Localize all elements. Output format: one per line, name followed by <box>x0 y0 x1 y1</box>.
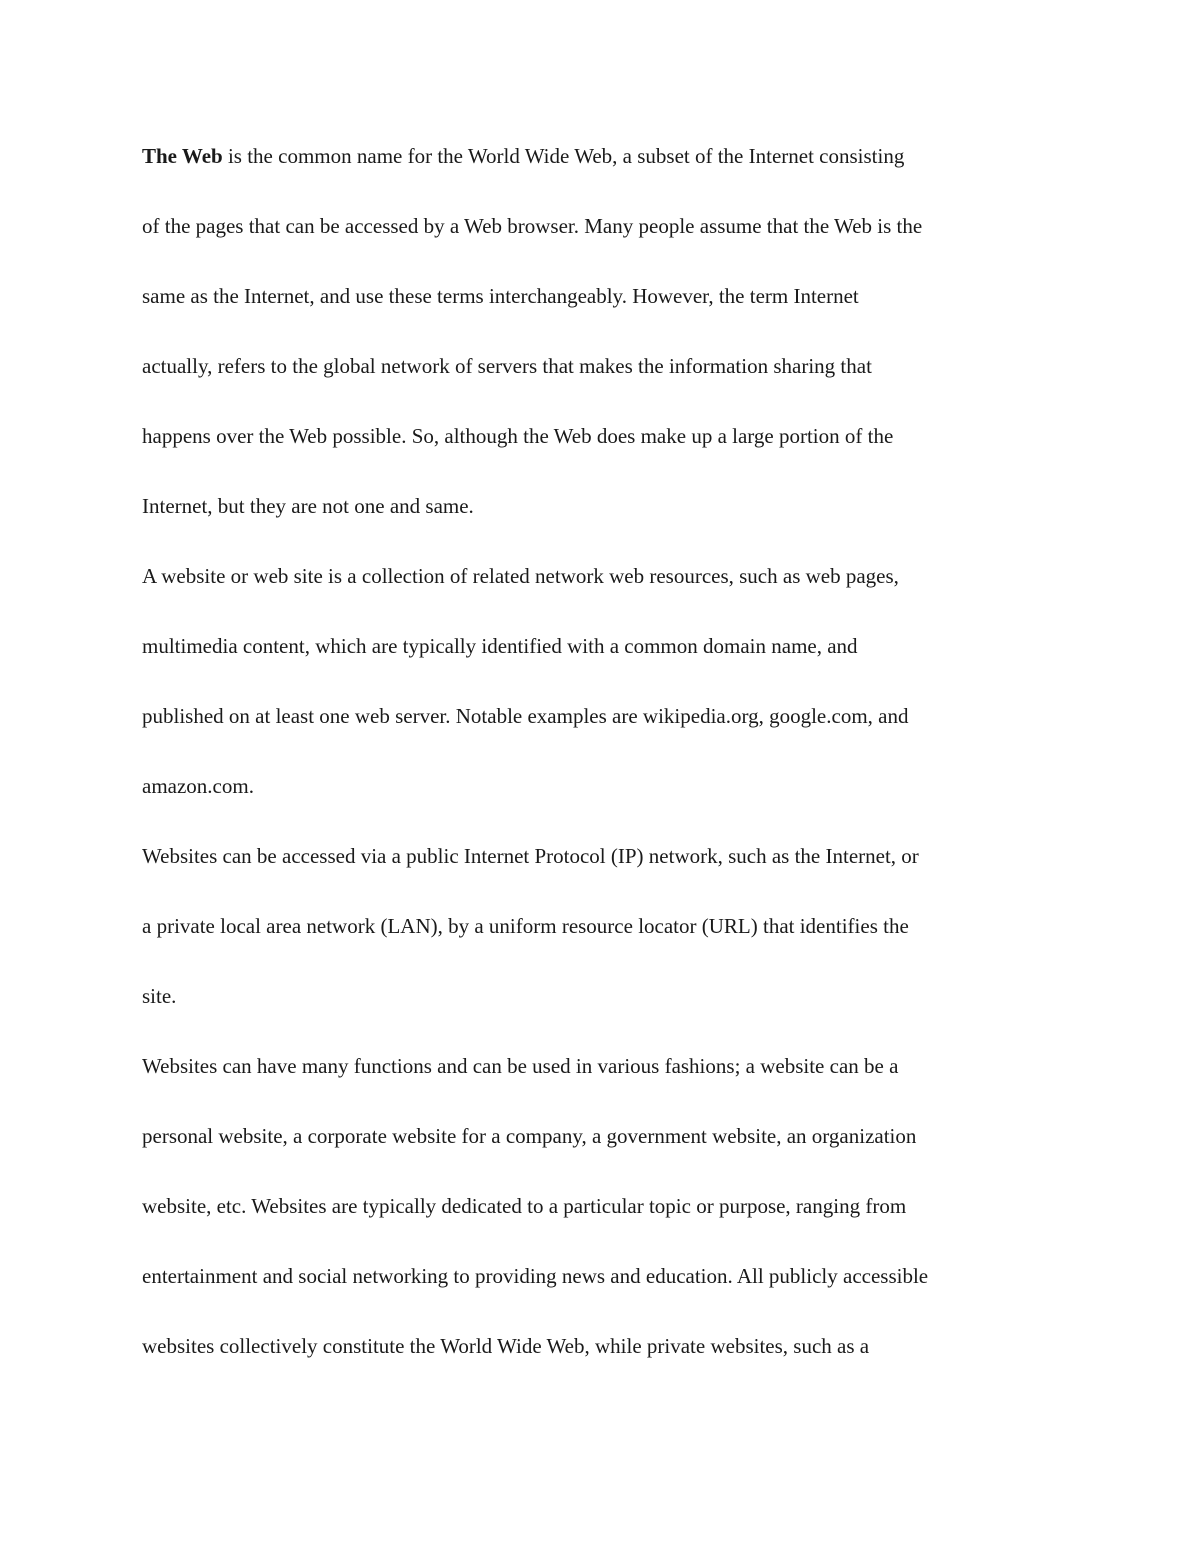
text-line: published on at least one web server. Notable examples are wikipedia.org, google.com, and <box>142 704 909 728</box>
text-line: Websites can have many functions and can be used in various fashions; a website can be a <box>142 1054 899 1078</box>
paragraph-website-functions <box>142 1031 1042 1381</box>
text-line <box>142 121 1042 191</box>
text-line-content: is the common name for the World Wide Web, a subset of the Internet consisting <box>222 144 905 168</box>
paragraph-website-access <box>142 821 1042 1031</box>
text-line: same as the Internet, and use these terms interchangeably. However, the term Internet <box>142 284 859 308</box>
text-line: A website or web site is a collection of related network web resources, such as web pages, <box>142 564 899 588</box>
text-line: Websites can be accessed via a public Internet Protocol (IP) network, such as the Internet, or <box>142 844 919 868</box>
text-line: websites collectively constitute the World Wide Web, while private websites, such as a <box>142 1334 870 1358</box>
document-body <box>142 121 1042 1381</box>
text-line: site. <box>142 984 177 1008</box>
text-line: happens over the Web possible. So, although the Web does make up a large portion of the <box>142 424 894 448</box>
text-line: Internet, but they are not one and same. <box>142 494 474 518</box>
text-line: multimedia content, which are typically identified with a common domain name, and <box>142 634 858 658</box>
text-line: personal website, a corporate website for a company, a government website, an organization <box>142 1124 917 1148</box>
text-line: entertainment and social networking to providing news and education. All publicly accessible <box>142 1264 929 1288</box>
text-line: a private local area network (LAN), by a uniform resource locator (URL) that identifies the <box>142 914 909 938</box>
paragraph-website-definition <box>142 541 1042 821</box>
text-line: website, etc. Websites are typically dedicated to a particular topic or purpose, ranging from <box>142 1194 907 1218</box>
text-line: amazon.com. <box>142 774 254 798</box>
bold-term: The Web <box>142 144 223 168</box>
text-line: actually, refers to the global network of servers that makes the information sharing that <box>142 354 872 378</box>
paragraph-web-definition <box>142 121 1042 541</box>
text-line: of the pages that can be accessed by a Web browser. Many people assume that the Web is the <box>142 214 923 238</box>
